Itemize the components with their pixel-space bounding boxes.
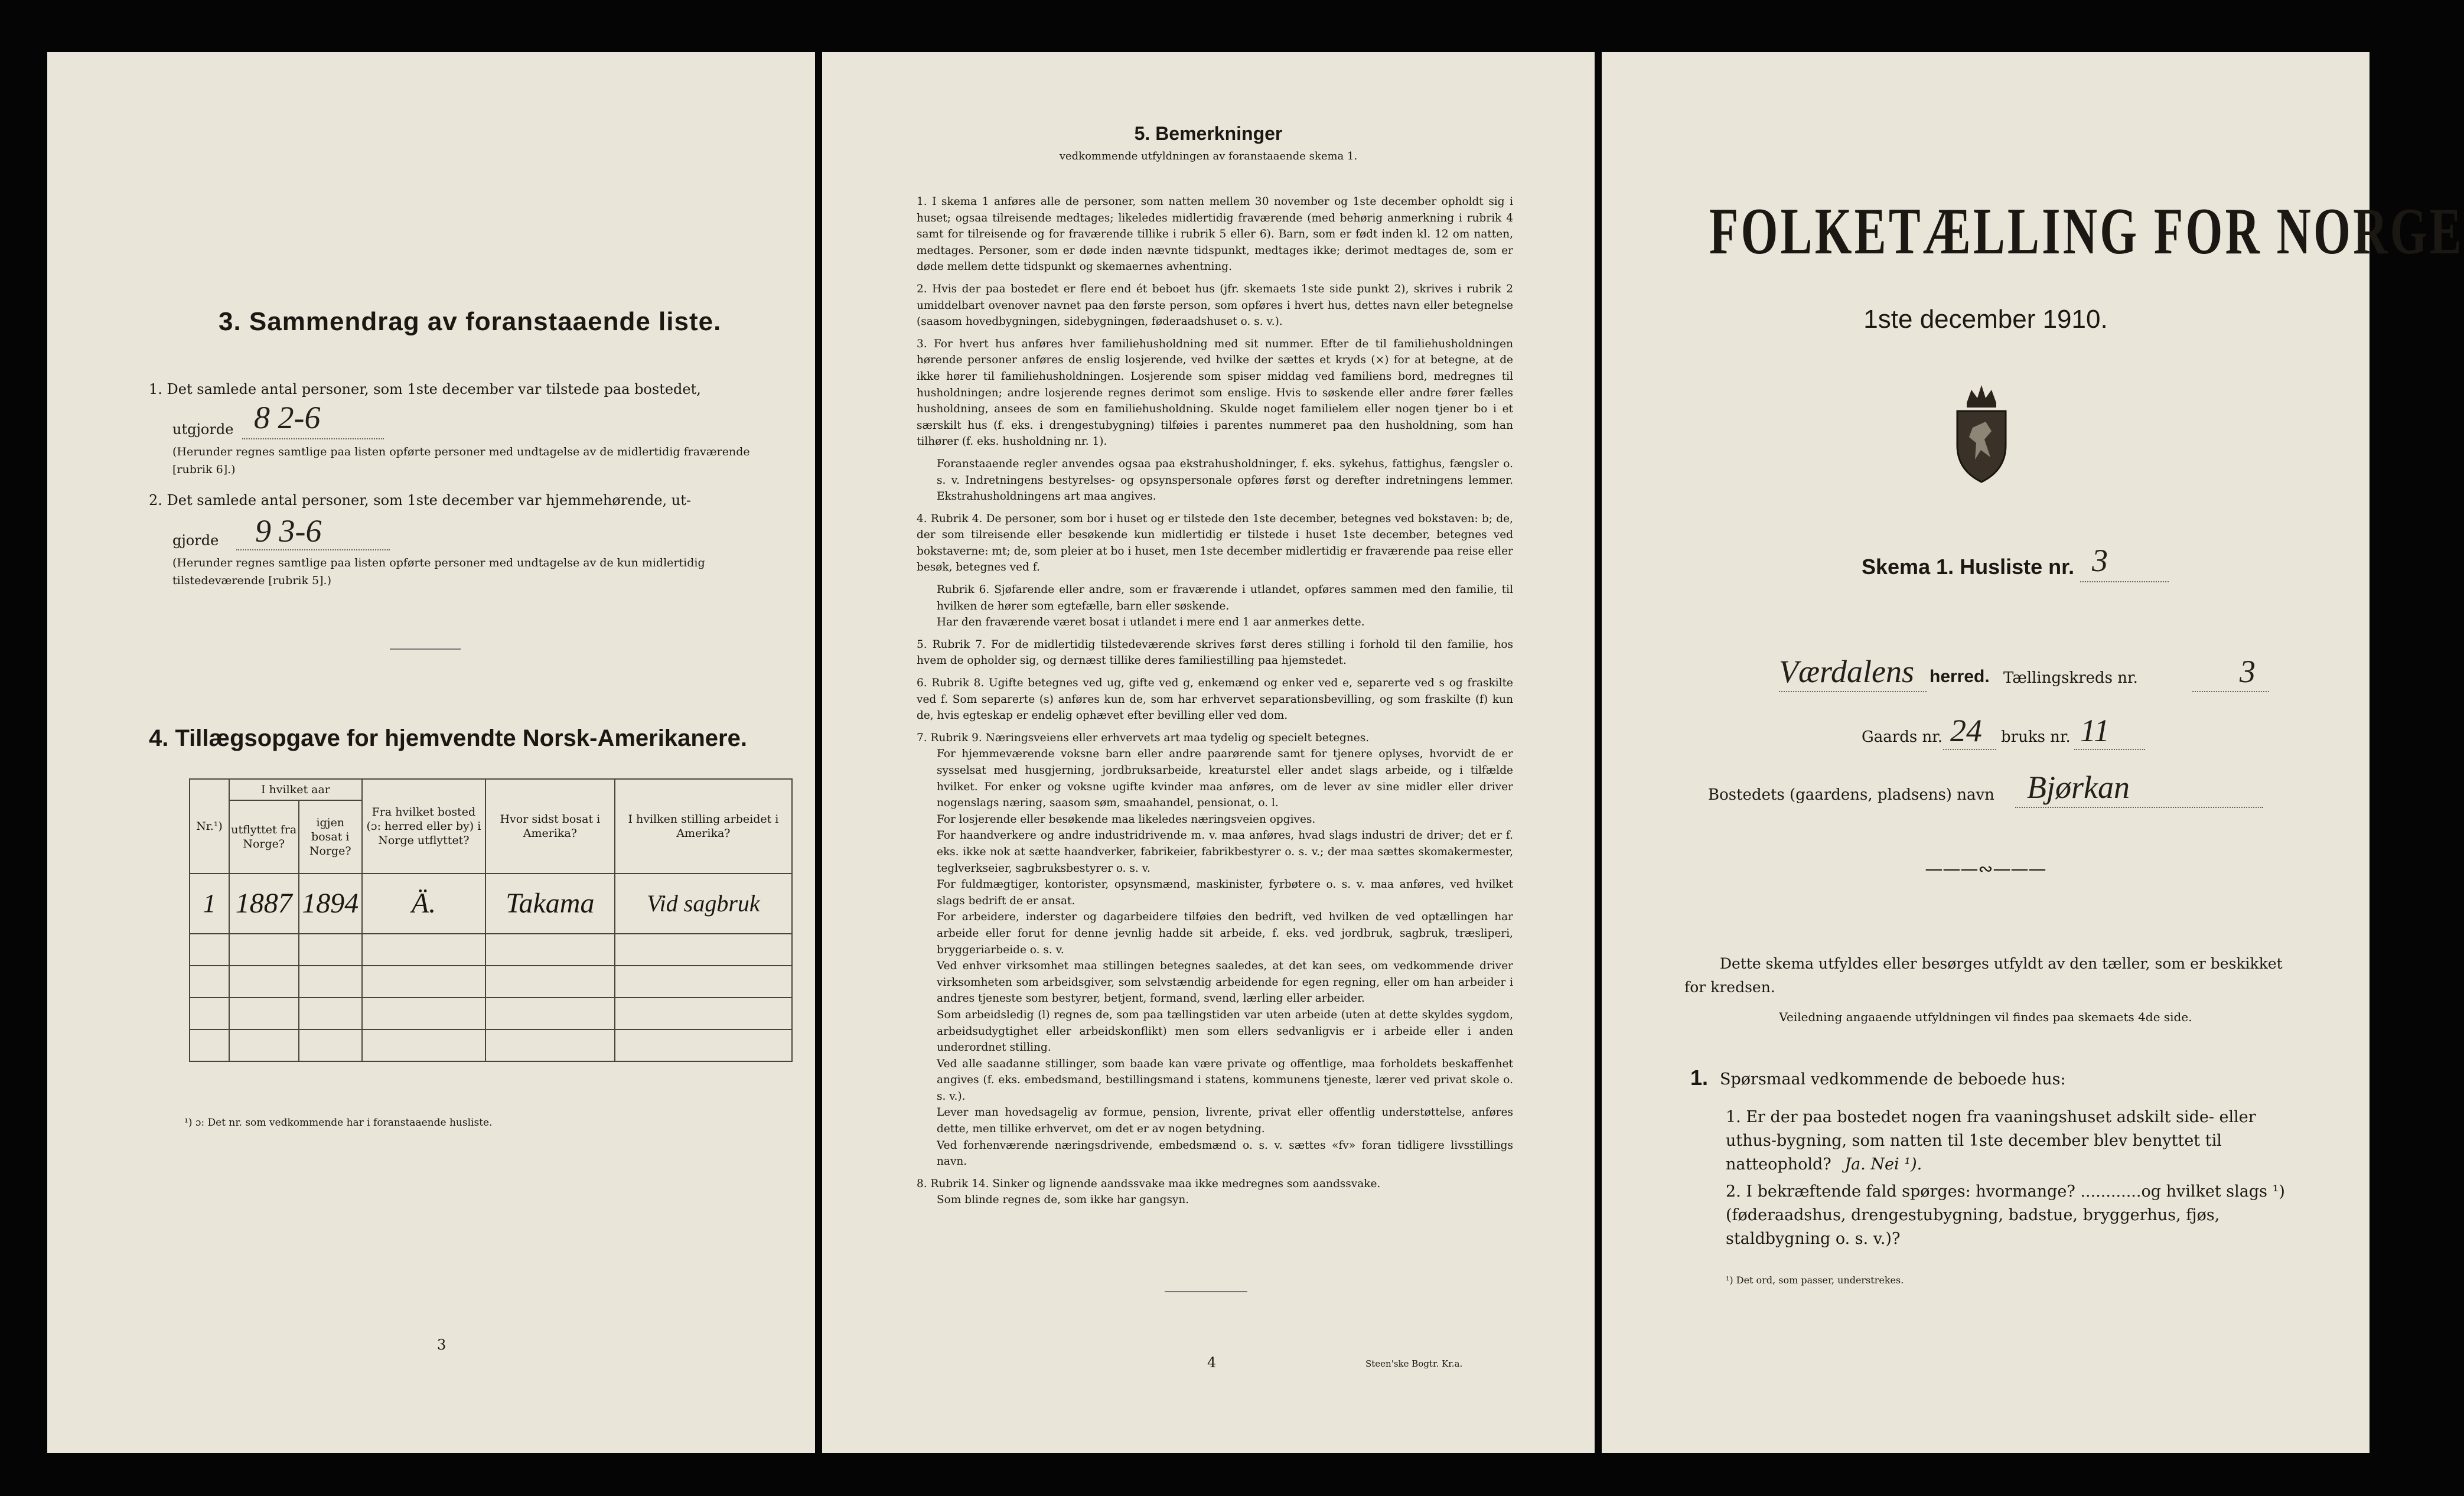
table-cell: Takama — [485, 874, 615, 934]
fill-line — [236, 549, 390, 550]
table-cell: 1894 — [299, 874, 362, 934]
remarks-title: 5. Bemerkninger — [1134, 123, 1283, 144]
gaards-value: 24 — [1950, 713, 1982, 748]
census-title: FOLKETÆLLING FOR NORGE — [1709, 195, 2464, 268]
q1-1-answer: Ja. Nei ¹). — [1844, 1155, 1922, 1174]
bosted-value: Bjørkan — [2027, 770, 2130, 805]
bosted-label: Bostedets (gaardens, pladsens) navn — [1708, 786, 1994, 804]
remark-paragraph: 4. Rubrik 4. De personer, som bor i huset og er tilstede den 1ste december, betegnes ved bokstaven: b; de, der som tilreisende eller besøkende kun midlertidig er tilstede i huset 1ste december, betegnes ved bokstaverne: mt; de, som pleier at bo i huset, men 1ste december midlertidig er fraværende paa reise eller besøk, betegnes ved f. — [917, 512, 1513, 574]
fill-line — [2015, 807, 2263, 808]
krets-value: 3 — [2240, 654, 2256, 689]
table-row — [190, 934, 792, 966]
table-header-amerika: Hvor sidst bosat i Amerika? — [485, 779, 615, 874]
table-header-utflyttet: utflyttet fra Norge? — [229, 800, 299, 874]
remarks-body — [917, 194, 1513, 1214]
norsk-amerikanere-table — [189, 778, 793, 1062]
section3-title: 3. Sammendrag av foranstaaende liste. — [219, 307, 722, 336]
table-cell: Ä. — [362, 874, 485, 934]
page-footnote: ¹) Det ord, som passer, understrekes. — [1726, 1275, 1904, 1286]
summary-item1-note: (Herunder regnes samtlige paa listen opførte personer med undtagelse av de midlertidig fraværende [rubrik 6].) — [172, 445, 750, 476]
q1-1-text: 1. Er der paa bostedet nogen fra vaaningshuset adskilt side- eller uthus-bygning, som natten til 1ste december blev benyttet til natteophold? Ja. Nei ¹). — [1726, 1108, 2256, 1174]
fill-line — [242, 438, 384, 439]
printer-credit: Steen'ske Bogtr. Kr.a. — [1365, 1358, 1463, 1369]
fill-line — [2080, 581, 2169, 582]
summary-item2-prefix: gjorde — [172, 532, 219, 549]
table-row — [190, 966, 792, 998]
ornament-divider: ———∾——— — [1925, 859, 2046, 879]
table-footnote: ¹) ɔ: Det nr. som vedkommende har i foranstaaende husliste. — [184, 1117, 493, 1129]
fill-line — [1943, 749, 1996, 750]
schema-label: Skema 1. Husliste nr. — [1862, 555, 2075, 579]
remark-paragraph: Som arbeidsledig (l) regnes de, som paa tællingstiden var uten arbeide (uten at dette skyldes sygdom, arbeidsudygtighet eller arbeidskonflikt) men som ellers sedvanligvis er i arbeide eller i anden underordnet stilling. — [937, 1008, 1513, 1054]
page-number: 4 — [1207, 1354, 1217, 1371]
remark-paragraph: 3. For hvert hus anføres hver familiehusholdning med sit nummer. Efter de til familiehusholdningen hørende personer anføres de enslig losjerende, ved hvilke der sættes et kryds (×) for at betegne, at de ikke hører til familiehusholdningen. Losjerende som spiser middag ved familiens bord, medregnes til husholdningen; andre losjerende regnes derimot som enslige. Hvis to søskende eller andre fører fælles husholdning, ansees de som en familiehusholdning. Skulde noget familielem eller nogen tjener bo i et særskilt hus (f. eks. i drengestubygning) tilføies i parentes nummeret paa den husholdning, som han tilhører (f. eks. husholdning nr. 1). — [917, 337, 1513, 448]
remark-paragraph: Ved enhver virksomhet maa stillingen betegnes saaledes, at det kan sees, om vedkommende driver virksomheten som arbeidsgiver, som selvstændig arbeidende for egen regning, eller om han arbeider i andres tjeneste som bestyrer, betjent, formand, svend, lærling eller arbeider. — [937, 960, 1513, 1005]
page-right — [1602, 52, 2464, 1453]
table-header-bosat: igjen bosat i Norge? — [299, 800, 362, 874]
remark-paragraph: For hjemmeværende voksne barn eller andre paarørende samt for tjenere oplyses, hvorvidt de er sysselsat med husgjerning, jordbruksarbeide, kreaturstel eller andet slags arbeide, og i tilfælde hvilket. For enker og voksne ugifte kvinder maa anføres, om de lever av sine midler eller driver nogenslags næring, saasom søm, smaahandel, pensionat, o. l. — [937, 748, 1513, 810]
table-header-bosted: Fra hvilket bosted (ɔ: herred eller by) i Norge utflyttet? — [362, 779, 485, 874]
remark-paragraph: Ved alle saadanne stillinger, som baade kan være private og offentlige, maa forholdets beskaffenhet angives (f. eks. embedsmand, bestillingsmand i statens, kommunens tjeneste, lærer ved privat skole o. s. v.). — [937, 1057, 1513, 1103]
remark-paragraph: Foranstaaende regler anvendes ogsaa paa ekstrahusholdninger, f. eks. sykehus, fattighus, fængsler o. s. v. Indretningens bestyrelses- og opsynspersonale opføres først og derefter indretningens lemmer. Ekstrahusholdningens art maa angives. — [937, 457, 1513, 503]
summary-item2-note: (Herunder regnes samtlige paa listen opførte personer med undtagelse av de kun midlertidig tilstedeværende [rubrik 5].) — [172, 556, 705, 587]
remark-paragraph: 6. Rubrik 8. Ugifte betegnes ved ug, gifte ved g, enkemænd og enker ved e, separerte ved s og fraskilte ved f. Som separerte (s) anføres kun de, som har erhvervet separationsbevilling, og som fraskilte (f) kun de, hvis egteskap er endelig ophævet efter bevilling eller ved dom. — [917, 677, 1513, 722]
summary-item2: 2. Det samlede antal personer, som 1ste december var hjemmehørende, ut- — [149, 492, 691, 509]
page-left — [47, 52, 815, 1453]
remark-paragraph: 1. I skema 1 anføres alle de personer, som natten mellem 30 november og 1ste december opholdt sig i huset; ogsaa tilreisende medtages; likeledes midlertidig fraværende (med behørig anmerkning i rubrik 4 samt for tilreisende og for fraværende tillike i rubrik 5 eller 6). Barn, som er født inden kl. 12 om natten, medtages. Personer, som er døde inden nævnte tidspunkt, medtages ikke; derimot medtages de, som er døde mellem dette tidspunkt og skemaernes avhentning. — [917, 195, 1513, 273]
table-header-nr: Nr.¹) — [190, 779, 229, 874]
krets-label: Tællingskreds nr. — [2003, 669, 2138, 687]
fill-line — [2074, 749, 2145, 750]
page-number: 3 — [437, 1337, 446, 1353]
instruction-text: Dette skema utfyldes eller besørges utfyldt av den tæller, som er beskikket for kredsen. — [1684, 955, 2283, 996]
section4-title: 4. Tillægsopgave for hjemvendte Norsk-Amerikanere. — [149, 725, 747, 751]
page-middle — [822, 52, 1595, 1453]
remark-paragraph: Rubrik 6. Sjøfarende eller andre, som er fraværende i utlandet, opføres sammen med den familie, til hvilken de hører som egtefælle, barn eller søskende. — [937, 584, 1513, 612]
herred-value: Værdalens — [1779, 654, 1914, 689]
remark-paragraph: For fuldmægtiger, kontorister, opsynsmænd, maskinister, fyrbøtere o. s. v. maa anføres, ved hvilket slags bedrift de er ansat. — [937, 878, 1513, 907]
fill-line — [2192, 691, 2269, 692]
table-cell: Vid sagbruk — [615, 874, 792, 934]
remark-paragraph: For haandverkere og andre industridrivende m. v. maa anføres, hvad slags industri de driver; det er f. eks. ikke nok at sætte haandverker, fabrikeier, fabrikbestyrer o. s. v.; der maa sættes skomakermester, teglverkseier, sagbruksbestyrer o. s. v. — [937, 829, 1513, 875]
table-row — [190, 1029, 792, 1061]
divider — [390, 648, 461, 650]
bruks-label: bruks nr. — [2001, 728, 2071, 746]
q1-number: 1. — [1690, 1065, 1709, 1090]
summary-item2-value: 9 3-6 — [255, 513, 322, 549]
remark-paragraph: 7. Rubrik 9. Næringsveiens eller erhvervets art maa tydelig og specielt betegnes. — [917, 731, 1370, 744]
summary-item1-value: 8 2-6 — [254, 400, 321, 435]
remark-paragraph: 8. Rubrik 14. Sinker og lignende aandssvake maa ikke medregnes som aandssvake. — [917, 1177, 1381, 1190]
table-cell: 1 — [190, 874, 229, 934]
census-date: 1ste december 1910. — [1863, 305, 2108, 334]
summary-item1: 1. Det samlede antal personer, som 1ste december var tilstede paa bostedet, — [149, 381, 701, 397]
guidance-text: Veiledning angaaende utfyldningen vil findes paa skemaets 4de side. — [1779, 1010, 2192, 1024]
remark-paragraph: For arbeidere, inderster og dagarbeidere tilføies den bedrift, ved hvilken de ved optællingen har arbeide eller forut for denne jevnlig hadde sit arbeide, f. eks. ved jordbruk, sagbruk, træsliperi, bryggeriarbeide o. s. v. — [937, 911, 1513, 956]
table-header-stilling: I hvilken stilling arbeidet i Amerika? — [615, 779, 792, 874]
gaards-label: Gaards nr. — [1862, 728, 1943, 746]
remark-paragraph: Lever man hovedsagelig av formue, pension, livrente, privat eller offentlig understøttelse, anføres dette, men tillike erhvervet, om det er av nogen betydning. — [937, 1106, 1513, 1136]
q1-2-text: 2. I bekræftende fald spørges: hvormange? ............og hvilket slags ¹) (føderaadshus, drengestubygning, badstue, bryggerhus, fjøs, staldbygning o. s. v.)? — [1726, 1182, 2285, 1248]
remark-paragraph: Som blinde regnes de, som ikke har gangsyn. — [937, 1194, 1189, 1207]
coat-of-arms-icon — [1949, 380, 2014, 487]
divider — [1165, 1291, 1247, 1292]
remarks-subtitle: vedkommende utfyldningen av foranstaaende skema 1. — [1059, 150, 1358, 162]
fill-line — [1779, 691, 1927, 692]
remark-paragraph: Har den fraværende været bosat i utlandet i mere end 1 aar anmerkes dette. — [937, 616, 1365, 629]
herred-label: herred. — [1930, 667, 1990, 686]
q1-title: Spørsmaal vedkommende de beboede hus: — [1720, 1070, 2066, 1088]
remark-paragraph: For losjerende eller besøkende maa likeledes næringsveien opgives. — [937, 813, 1316, 826]
remark-paragraph: Ved forhenværende næringsdrivende, embedsmænd o. s. v. sættes «fv» foran tidligere livsstillings navn. — [937, 1139, 1513, 1168]
remark-paragraph: 5. Rubrik 7. For de midlertidig tilstedeværende skrives først deres stilling i forhold til den familie, hos hvem de opholder sig, og dernæst tillike deres familiestilling paa hjemstedet. — [917, 638, 1513, 667]
husliste-number: 3 — [2092, 543, 2108, 578]
table-row — [190, 998, 792, 1029]
remark-paragraph: 2. Hvis der paa bostedet er flere end ét beboet hus (jfr. skemaets 1ste side punkt 2), skrives i rubrik 2 umiddelbart ovenover navnet paa den første person, som opføres i hvert hus, dettes navn eller betegnelse (saasom hovedbygningen, sidebygningen, føderaadshuset o. s. v.). — [917, 282, 1513, 328]
bruks-value: 11 — [2080, 713, 2110, 748]
table-header-group: I hvilket aar — [229, 779, 362, 800]
table-row — [190, 874, 792, 934]
table-cell: 1887 — [229, 874, 299, 934]
summary-item1-prefix: utgjorde — [172, 421, 234, 438]
